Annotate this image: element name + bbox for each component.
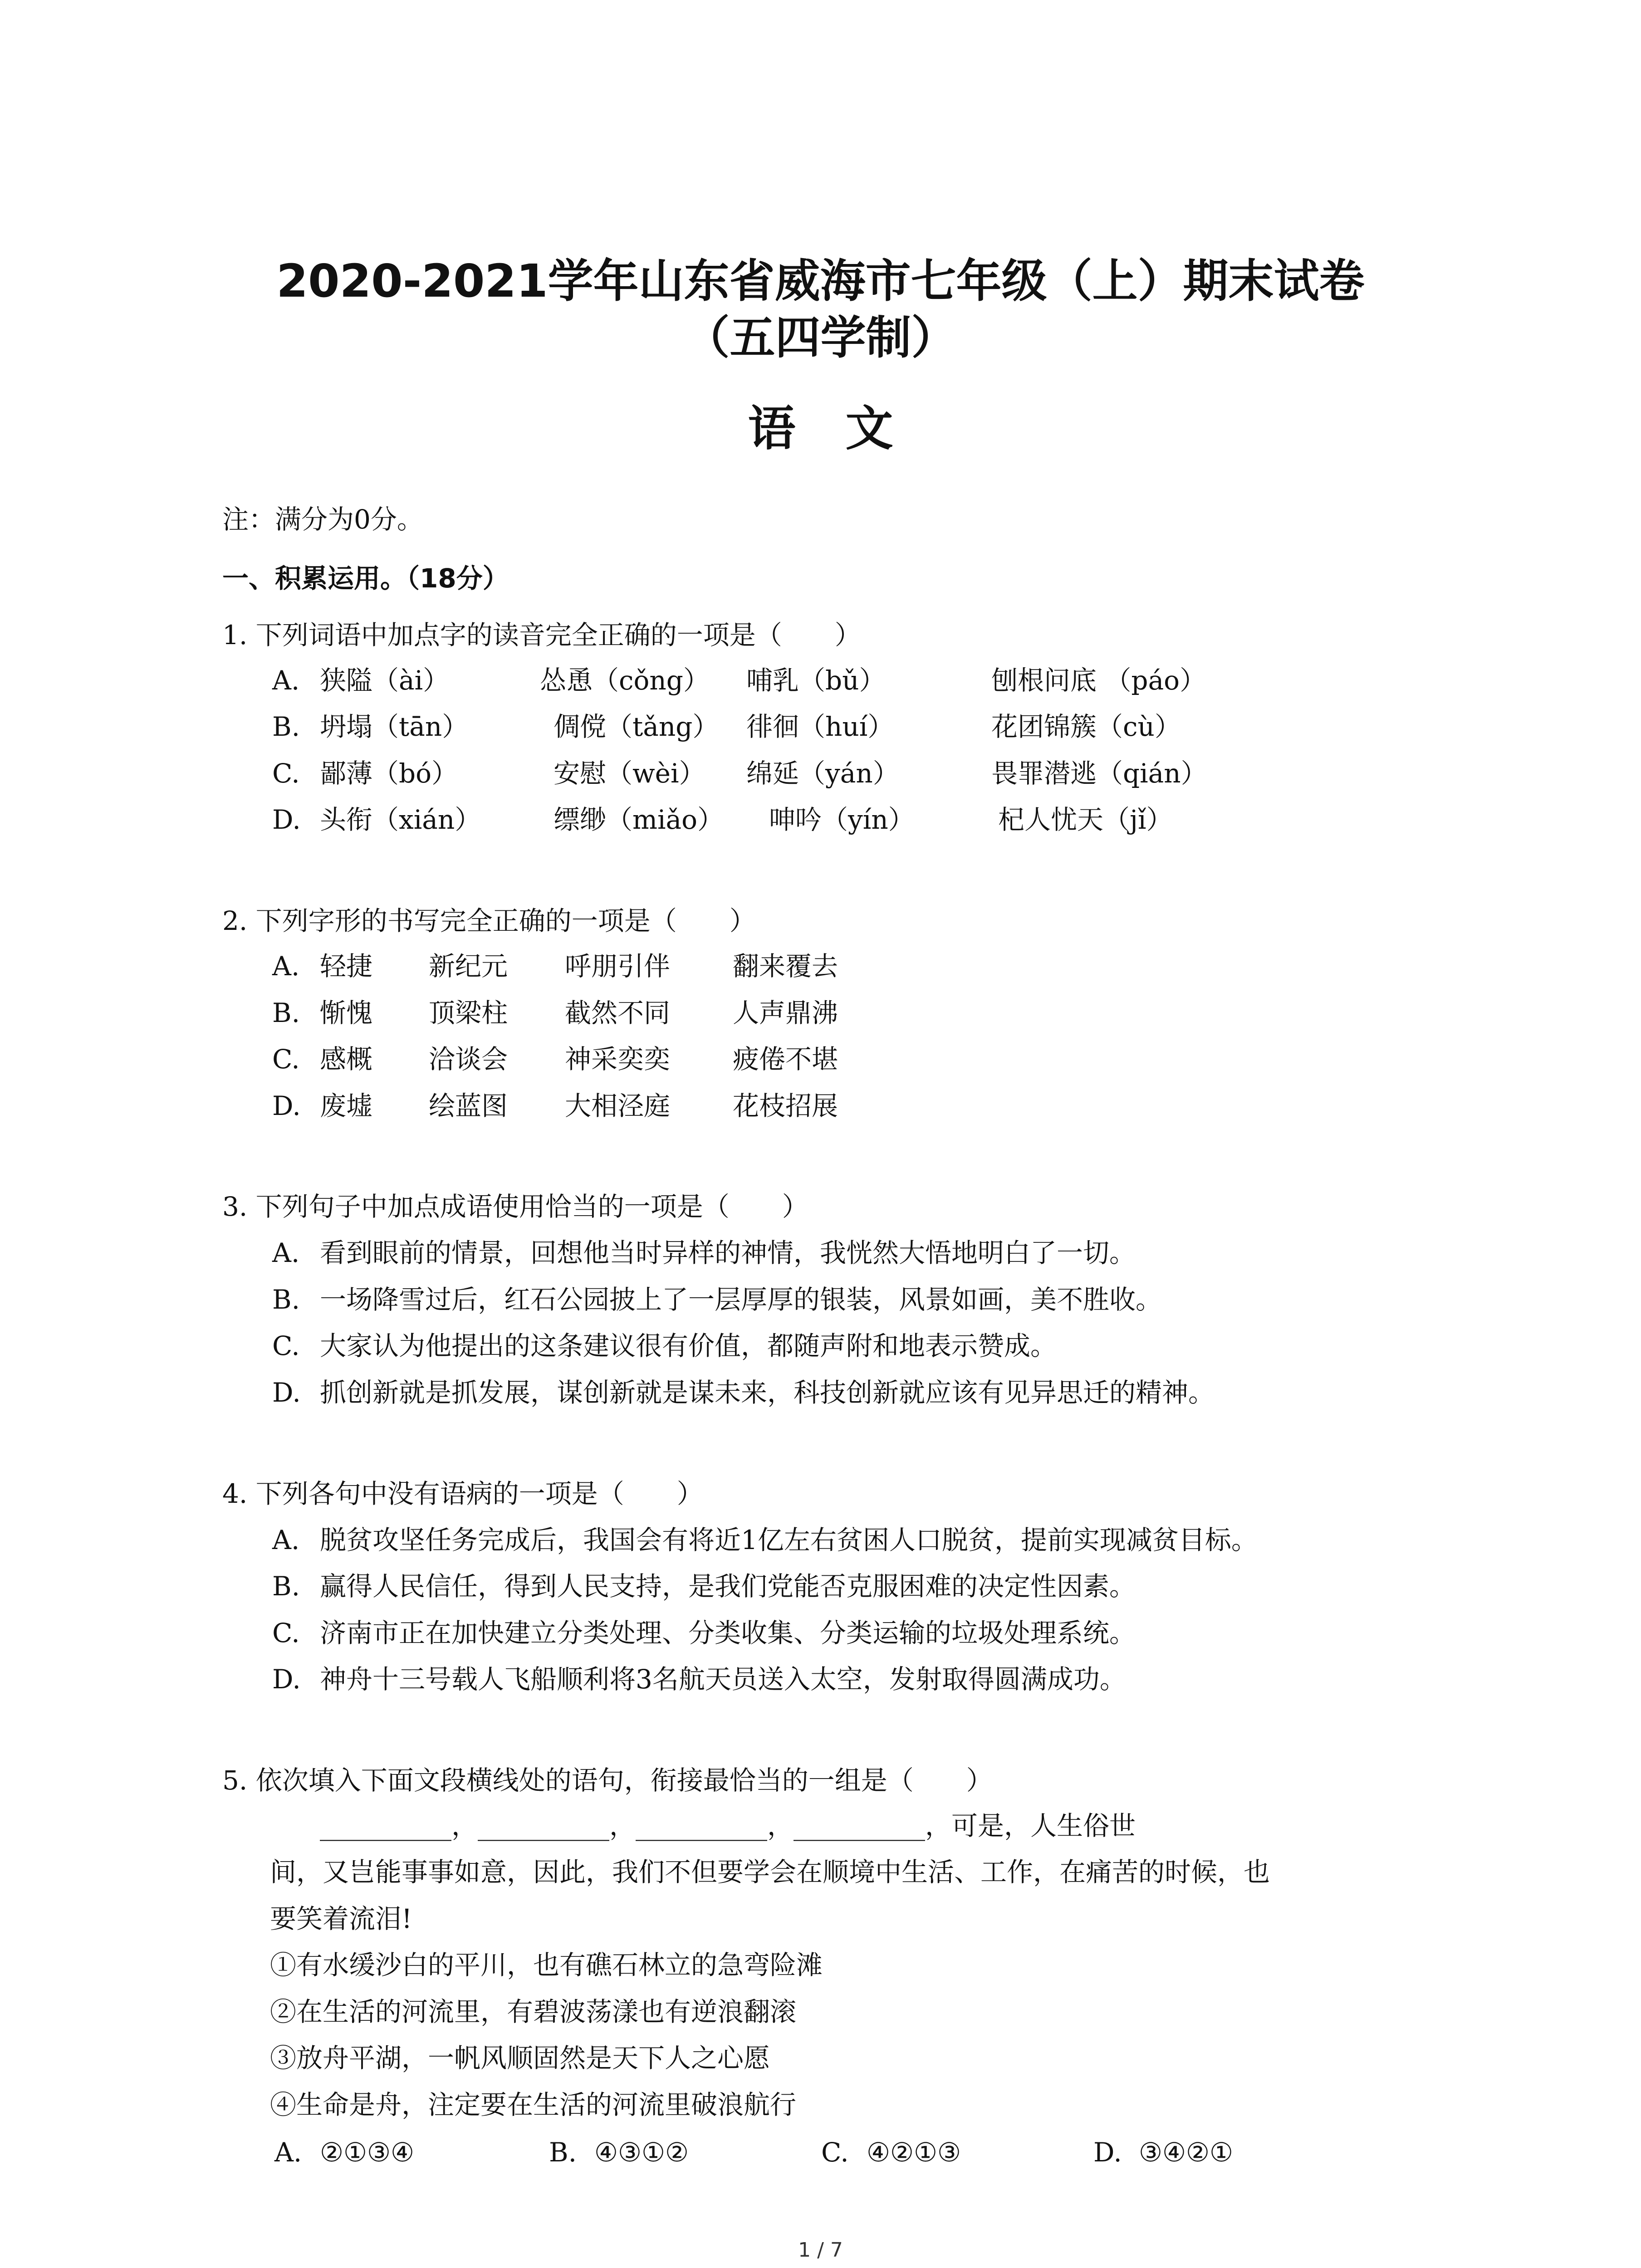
q2-word: 洽谈会 — [429, 1044, 508, 1075]
q2-word: 顶梁柱 — [429, 997, 508, 1028]
q5-item: ②在生活的河流里，有碧波荡漾也有逆浪翻滚 — [270, 1996, 797, 2027]
question-3-stem: 3. 下列句子中加点成语使用恰当的一项是（ ） — [222, 1191, 808, 1222]
question-5-stem: 5. 依次填入下面文段横线处的语句，衔接最恰当的一组是（ ） — [222, 1765, 993, 1796]
q1-word: 杞人忧天（jǐ） — [998, 804, 1173, 835]
q2-word: 新纪元 — [429, 951, 508, 982]
question-2-stem: 2. 下列字形的书写完全正确的一项是（ ） — [222, 905, 756, 936]
question-1-stem: 1. 下列词语中加点字的读音完全正确的一项是（ ） — [222, 620, 861, 650]
q3-option-letter: B. — [272, 1284, 300, 1315]
q1-word: 缥缈（miǎo） — [554, 804, 724, 835]
q4-option-text: 济南市正在加快建立分类处理、分类收集、分类运输的垃圾处理系统。 — [320, 1618, 1136, 1648]
q1-word: 畏罪潜逃（qián） — [991, 758, 1207, 789]
q5-answer-text: ④②①③ — [867, 2137, 961, 2168]
q1-word: 怂恿（cǒng） — [540, 665, 710, 696]
q4-option-text: 神舟十三号载人飞船顺利将3名航天员送入太空，发射取得圆满成功。 — [320, 1664, 1126, 1695]
q2-option-letter: C. — [272, 1044, 300, 1075]
q1-word: 呻吟（yín） — [769, 804, 915, 835]
q5-item: ①有水缓沙白的平川，也有礁石林立的急弯险滩 — [270, 1950, 823, 1980]
q4-option-letter: C. — [272, 1618, 300, 1648]
q2-word: 惭愧 — [320, 997, 373, 1028]
section-heading: 一、积累运用。（18分） — [222, 563, 509, 594]
q4-option-letter: D. — [272, 1664, 301, 1695]
q1-word: 头衔（xián） — [320, 804, 481, 835]
q2-word: 花枝招展 — [733, 1090, 838, 1121]
q1-option-letter: B. — [272, 711, 300, 742]
q2-word: 呼朋引伴 — [565, 951, 671, 982]
q1-word: 安慰（wèi） — [554, 758, 705, 789]
q4-option-letter: A. — [272, 1525, 300, 1555]
q1-word: 徘徊（huí） — [746, 711, 894, 742]
q4-option-text: 赢得人民信任，得到人民支持，是我们党能否克服困难的决定性因素。 — [320, 1571, 1136, 1602]
q5-item: ③放舟平湖，一帆风顺固然是天下人之心愿 — [270, 2043, 770, 2073]
q5-answer-letter: C. — [821, 2137, 849, 2168]
q1-word: 坍塌（tān） — [320, 711, 469, 742]
q2-word: 感概 — [320, 1044, 373, 1075]
score-note: 注：满分为0分。 — [222, 504, 423, 535]
q1-word: 绵延（yán） — [746, 758, 899, 789]
exam-subtitle: （五四学制） — [684, 311, 957, 364]
q5-passage-line: __________，__________，__________，__________，可是，人生俗世 — [320, 1810, 1136, 1841]
q1-word: 狭隘（ài） — [320, 665, 450, 696]
q3-option-letter: D. — [272, 1377, 301, 1408]
q2-option-letter: B. — [272, 997, 300, 1028]
q5-passage-line: 要笑着流泪! — [270, 1903, 412, 1934]
q4-option-letter: B. — [272, 1571, 300, 1602]
q3-option-text: 抓创新就是抓发展，谋创新就是谋未来，科技创新就应该有见异思迁的精神。 — [320, 1377, 1215, 1408]
q5-answer-letter: A. — [274, 2137, 302, 2168]
q5-passage-line: 间，又岂能事事如意，因此，我们不但要学会在顺境中生活、工作，在痛苦的时候，也 — [270, 1857, 1270, 1887]
q2-word: 废墟 — [320, 1090, 373, 1121]
exam-title: 2020-2021学年山东省威海市七年级（上）期末试卷 — [276, 254, 1365, 308]
q1-word: 鄙薄（bó） — [320, 758, 458, 789]
q1-word: 花团锦簇（cù） — [991, 711, 1181, 742]
q2-word: 截然不同 — [565, 997, 671, 1028]
q2-word: 疲倦不堪 — [733, 1044, 838, 1075]
q5-answer-text: ③④②① — [1139, 2137, 1233, 2168]
q5-answer-letter: D. — [1093, 2137, 1122, 2168]
q2-option-letter: D. — [272, 1090, 301, 1121]
q1-option-letter: C. — [272, 758, 300, 789]
q3-option-text: 看到眼前的情景，回想他当时异样的神情，我恍然大悟地明白了一切。 — [320, 1237, 1136, 1268]
q5-item: ④生命是舟，注定要在生活的河流里破浪航行 — [270, 2089, 797, 2120]
q2-word: 大相泾庭 — [565, 1090, 671, 1121]
q1-option-letter: A. — [272, 665, 300, 696]
q5-answer-text: ④③①② — [594, 2137, 689, 2168]
q4-option-text: 脱贫攻坚任务完成后，我国会有将近1亿左右贫困人口脱贫，提前实现减贫目标。 — [320, 1525, 1258, 1555]
q5-answer-text: ②①③④ — [320, 2137, 414, 2168]
q1-word: 哺乳（bǔ） — [746, 665, 886, 696]
q3-option-letter: A. — [272, 1237, 300, 1268]
q5-answer-letter: B. — [549, 2137, 577, 2168]
subject-heading: 语文 — [748, 401, 943, 456]
q3-option-text: 大家认为他提出的这条建议很有价值，都随声附和地表示赞成。 — [320, 1330, 1057, 1361]
q3-option-letter: C. — [272, 1330, 300, 1361]
q2-word: 神采奕奕 — [565, 1044, 671, 1075]
q2-word: 绘蓝图 — [429, 1090, 508, 1121]
question-4-stem: 4. 下列各句中没有语病的一项是（ ） — [222, 1478, 703, 1509]
q3-option-text: 一场降雪过后，红石公园披上了一层厚厚的银装，风景如画，美不胜收。 — [320, 1284, 1162, 1315]
q2-word: 人声鼎沸 — [733, 997, 838, 1028]
q1-word: 倜傥（tǎng） — [554, 711, 719, 742]
page-number: 1 / 7 — [798, 2239, 843, 2262]
q1-option-letter: D. — [272, 804, 301, 835]
q2-word: 轻捷 — [320, 951, 373, 982]
q2-option-letter: A. — [272, 951, 300, 982]
q2-word: 翻来覆去 — [733, 951, 838, 982]
q1-word: 刨根问底 （páo） — [991, 665, 1206, 696]
